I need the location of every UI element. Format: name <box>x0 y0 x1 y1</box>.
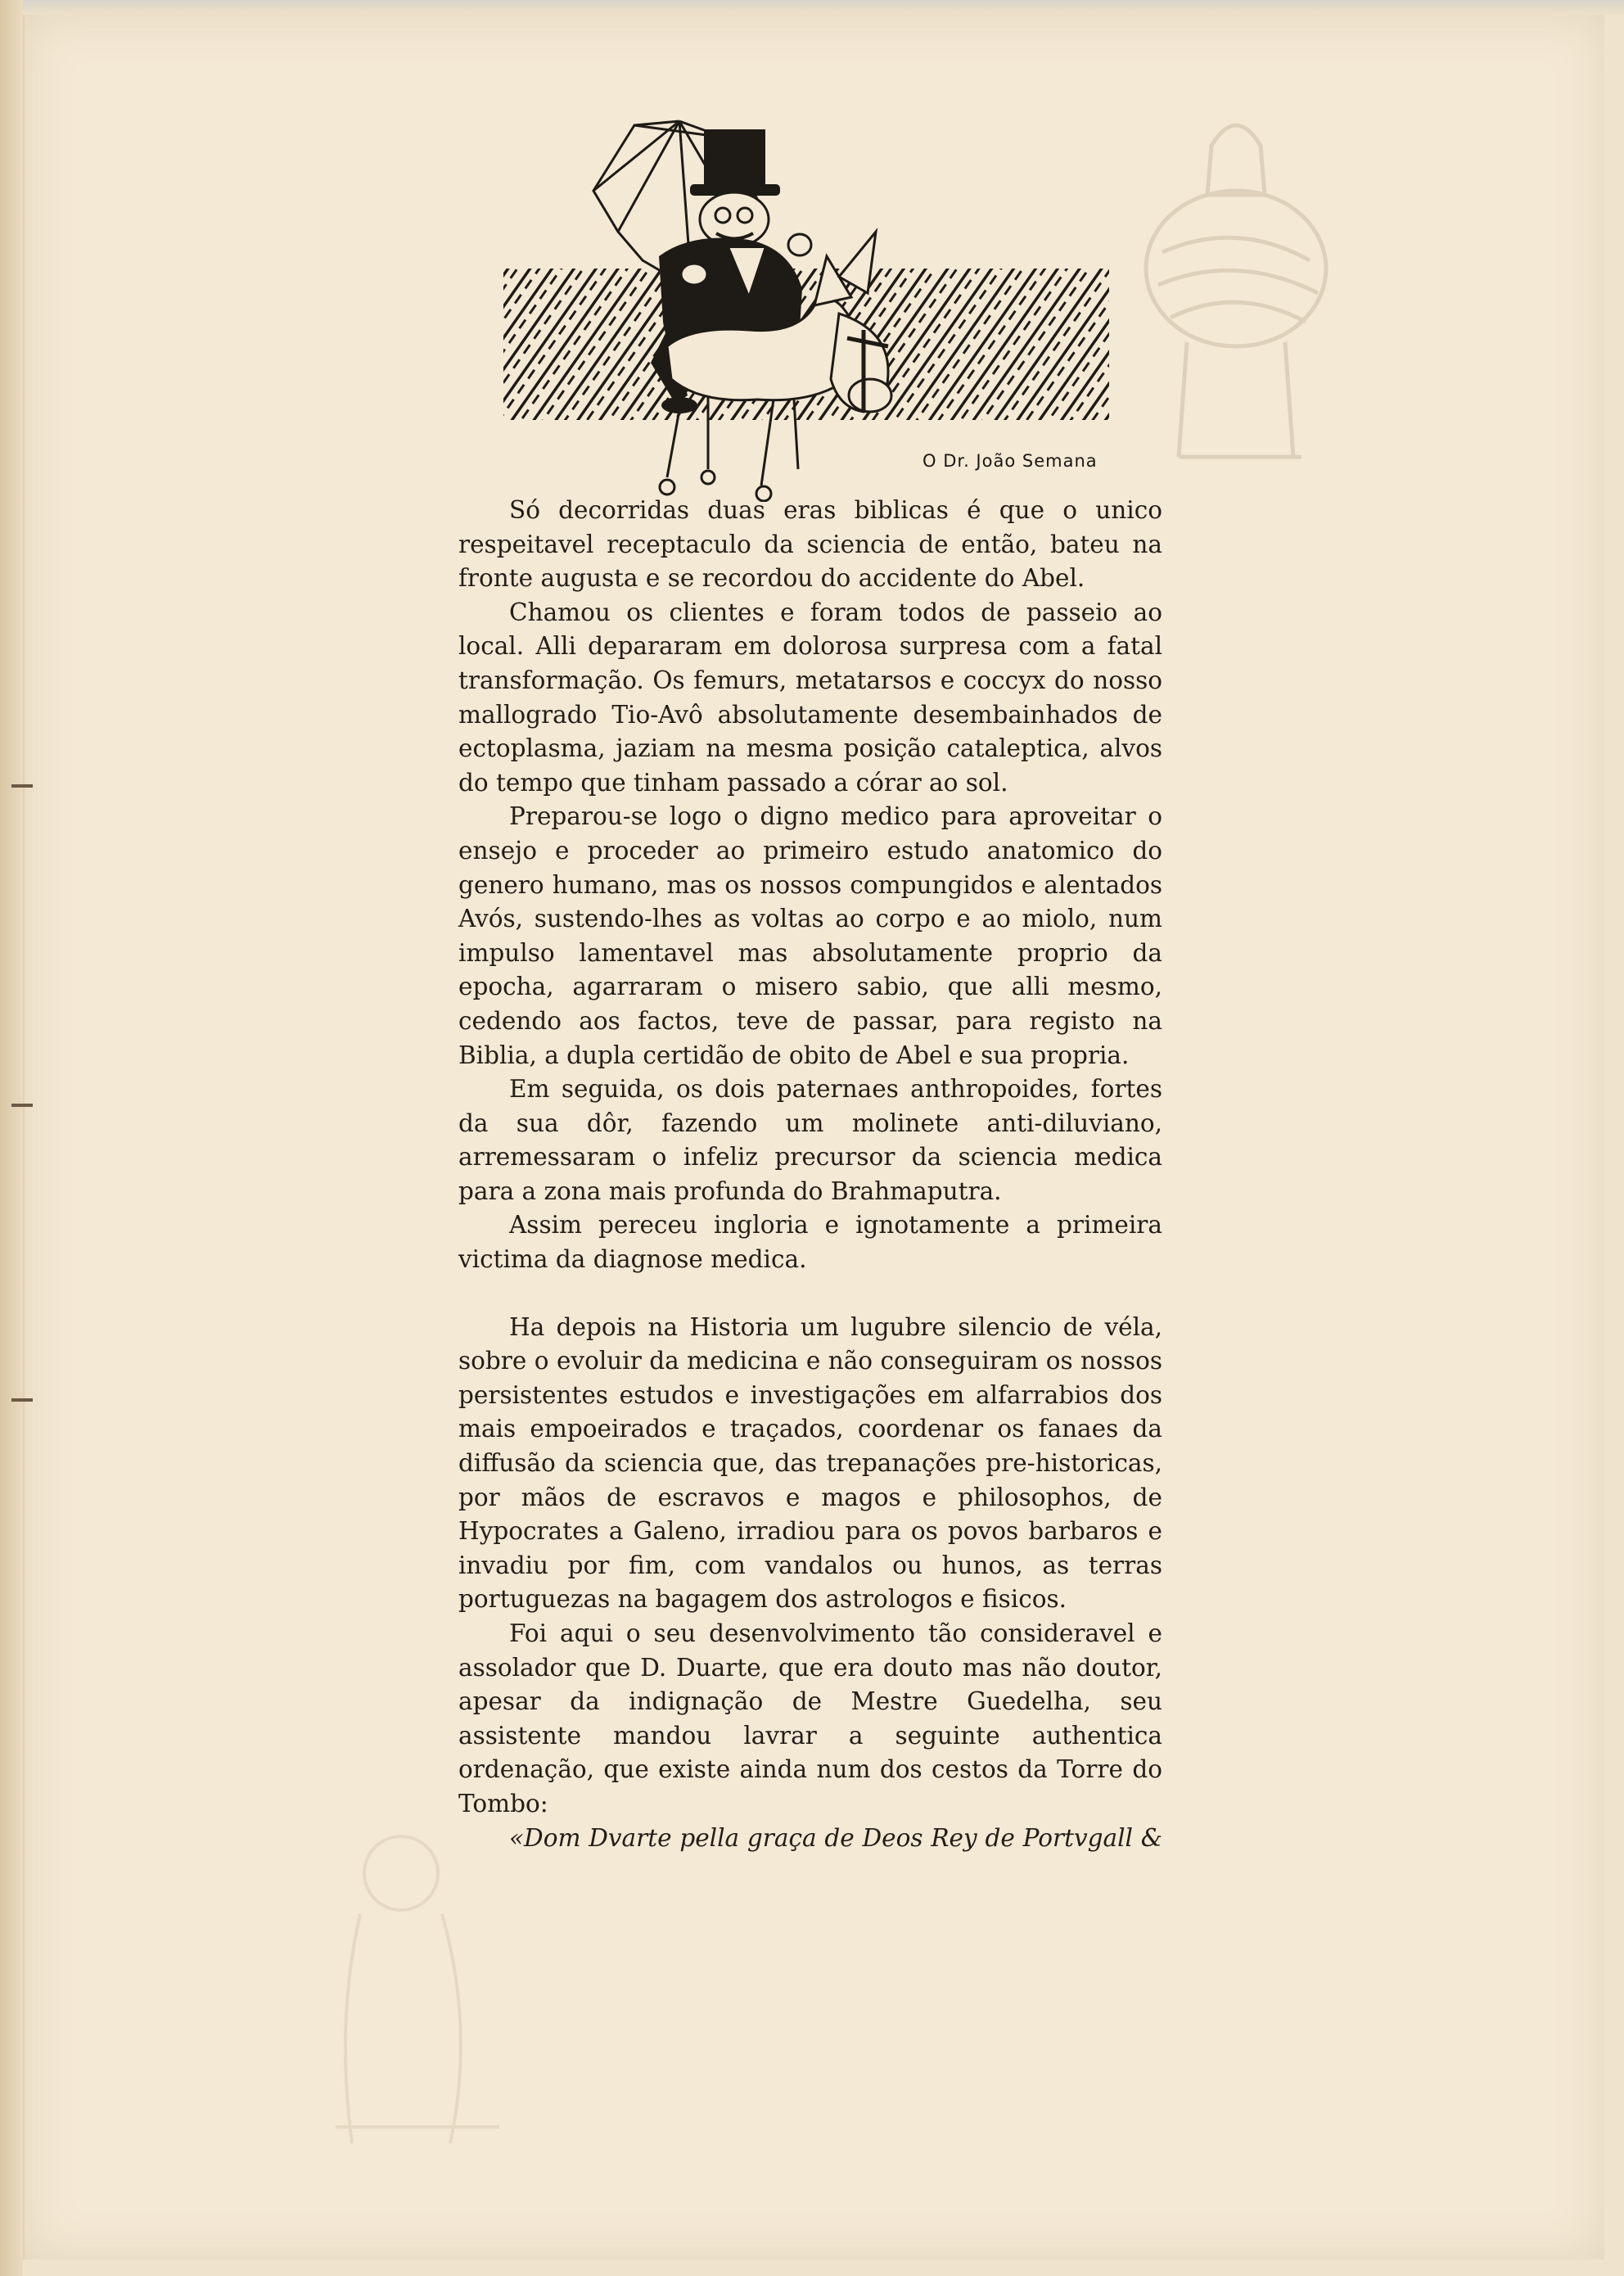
ordinance-quote: «Dom Dvarte pella graça de Deos Rey de Portvgall & <box>509 1823 1162 1852</box>
paragraph: Ha depois na Historia um lugubre silencio de véla, sobre o evoluir da medicina e não conseguiram os nossos persistentes estudos e investigações em alfarrabios dos mais empoeirados e traçados, coordenar os fanaes da diffusão da sciencia que, das trepanações pre-historicas, por mãos de escravos e magos e philosophos, de Hypocrates a Galeno, irradiou para os povos barbaros e invadiu por fim, com vandalos ou hunos, as terras portuguezas na bagagem dos astrologos e fisicos. <box>458 1312 1162 1614</box>
show-through-figure-icon <box>1113 97 1375 481</box>
show-through-sketch-icon <box>286 1816 548 2160</box>
binding-stitch <box>11 1398 33 1402</box>
doctor-on-donkey-illustration <box>503 84 1109 502</box>
paragraph: Foi aqui o seu desenvolvimento tão consideravel e assolador que D. Duarte, que era douto mas não doutor, apesar da indignação de Mestre Guedelha, seu assistente mandou lavrar a seguinte authentica ordenação, que existe ainda num dos cestos da Torre do Tombo: <box>458 1619 1162 1818</box>
paragraph: Chamou os clientes e foram todos de passeio ao local. Alli depararam em dolorosa surpresa com a fatal transformação. Os femurs, metatarsos e coccyx do nosso mallogrado Tio-Avô absolutamente desembainhados de ectoplasma, jaziam na mesma posição cataleptica, alvos do tempo que tinham passado a córar ao sol. <box>458 598 1162 797</box>
binding-edge <box>0 0 23 2276</box>
illustration-caption: O Dr. João Semana <box>923 451 1098 471</box>
book-page <box>23 15 1604 2260</box>
binding-stitch <box>11 784 33 788</box>
paragraph: Preparou-se logo o digno medico para aproveitar o ensejo e proceder ao primeiro estudo anatomico do genero humano, mas os nossos compungidos e alentados Avós, sustendo-lhes as voltas ao corpo e ao miolo, num impulso lamentavel mas absolutamente proprio da epocha, agarraram o misero sabio, que alli mesmo, cedendo aos factos, teve de passar, para registo na Biblia, a dupla certidão de obito de Abel e sua propria. <box>458 802 1162 1069</box>
paragraph: Assim pereceu ingloria e ignotamente a primeira victima da diagnose medica. <box>458 1211 1162 1274</box>
page-top-edge <box>0 0 1624 15</box>
paragraph: Só decorridas duas eras biblicas é que o unico respeitavel receptaculo da sciencia de então, bateu na fronte augusta e se recordou do accidente do Abel. <box>458 496 1162 593</box>
paragraph: Em seguida, os dois paternaes anthropoides, fortes da sua dôr, fazendo um molinete anti-diluviano, arremessaram o infeliz precursor da sciencia medica para a zona mais profunda do Brahmaputra. <box>458 1075 1162 1205</box>
article-text <box>458 494 1162 1855</box>
binding-stitch <box>11 1104 33 1107</box>
